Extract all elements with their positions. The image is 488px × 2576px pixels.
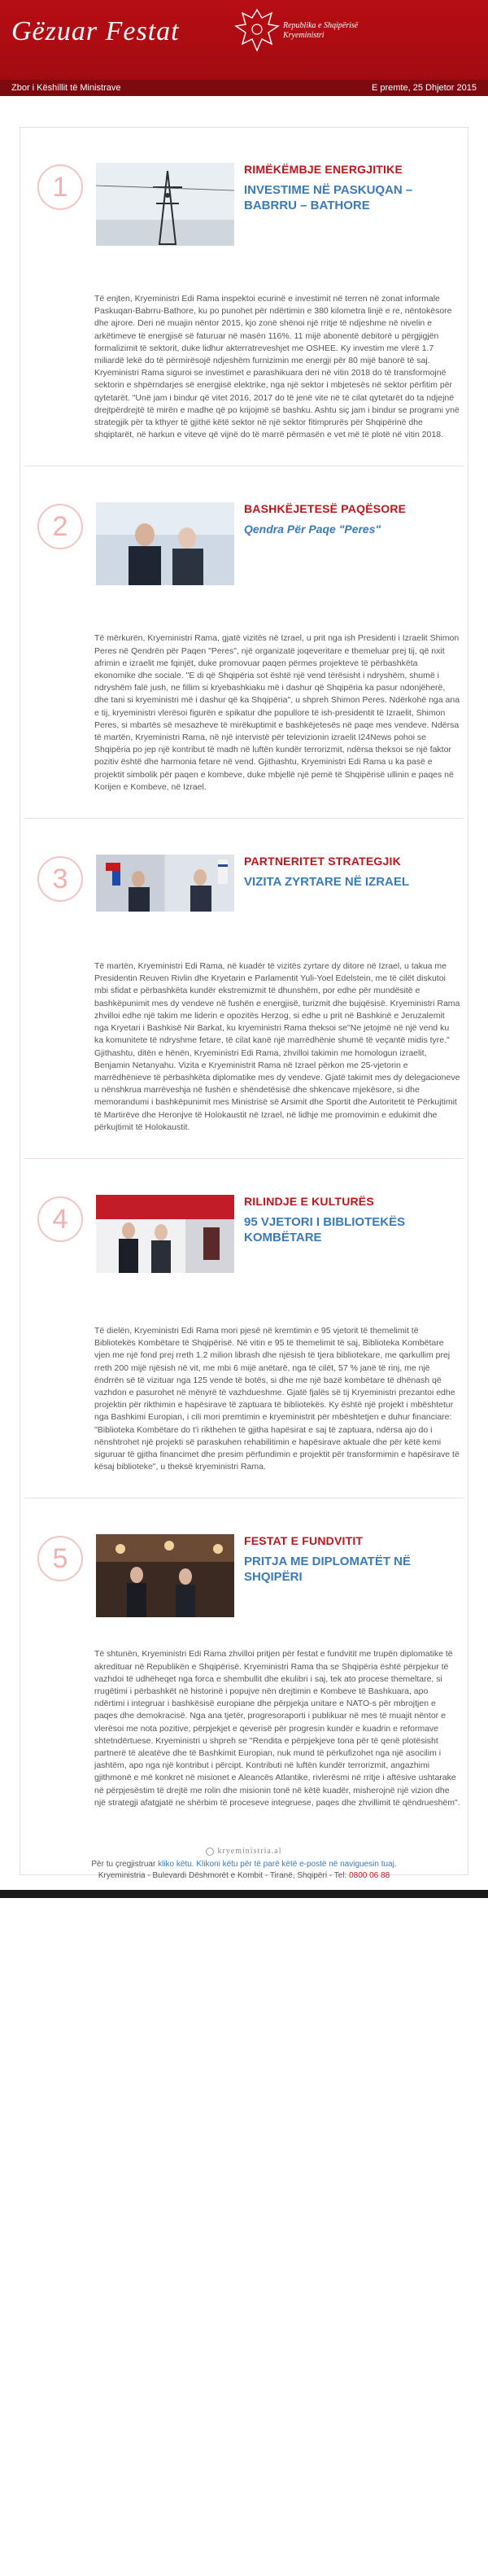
article-text xyxy=(94,285,460,441)
header-brand: Gëzuar Festat xyxy=(11,16,180,46)
article-body: Të martën, Kryeministri Edi Rama, në kuadër të vizitës zyrtare dy ditore në Izrael, u takua me Presidentin Reuven Rivlin dhe Kryetarin e Parlamentit Yuli-Yoel Edelstein, me të cilët diskutoi mbi sfidat e përbashkëta kundër ekstremizmit të dhunshëm, por edhe për mundësitë e bashkëpunimit mes dy vendeve në fushën e energjisë, turizmit dhe bujqësisë. Kryeministri Rama zhvilloi edhe një takim me liderin e opozitës Herzog, si edhe u prit në Bashkinë e Jeruzalemit nga Kryetari i Bashkisë Nir Barkat, ku kryeministri Rama theksoi se"Ne jetojmë në një vend ku ka komunitete të ndryshme fetare, të cilat kanë një marrëdhënie shumë të veçantë midis tyre." Gjithashtu, ditën e hënën, Kryeministri Edi Rama, zhvilloi takimin me homologun izraelit, Benjamin Netanyahu. Vizita e Kryeministrit Rama në Izrael përkon me 25-vjetorin e marrëdhënieve të përbashkëta diplomatike mes dy vendeve. Gjatë takimit mes dy delegacioneve u nënshkrua marrëveshja në fushën e shëndetësisë dhe shkencave mjekësore, si dhe memorandumi i bashkëpunimit mes Ministrisë së Arsimit dhe Sportit dhe Autoritetit të Përkujtimit të Martirëve dhe Heronjve të Holokaustit në Izrael, në lidhje me promovimin e edukimit dhe përkujtimit të Holokaustit. xyxy=(94,961,460,1132)
article-number: 4 xyxy=(37,1196,83,1242)
article-number: 5 xyxy=(37,1536,83,1581)
article-title-link[interactable]: Qendra Për Paqe "Peres" xyxy=(244,523,381,536)
view-in-browser-link[interactable]: Klikoni këtu për të parë këtë e-postë në naviguesin tuaj. xyxy=(196,1860,397,1869)
republic-label xyxy=(283,21,358,41)
article-2 xyxy=(0,466,488,819)
republic-line: Republika e Shqipërisë xyxy=(283,21,359,30)
article-photo-peres[interactable] xyxy=(96,502,234,585)
article-4 xyxy=(0,1159,488,1498)
article-photo-power-line[interactable] xyxy=(96,163,234,246)
footer-bar xyxy=(0,1890,488,1898)
article-body: Të dielën, Kryeministri Edi Rama mori pjesë në kremtimin e 95 vjetorit të themelimit të Bibliotekës Kombëtare të Shqipërisë. Në vitin e 95 të themelimit të saj, Biblioteka Kombëtare vjen me një fond prej rreth 1.2 milion librash dhe njësish të tjera bibliotekare, me qarkullim prej rreth 200 mijë njësish në vit, me mbi 6 mijë anëtarë, nga të cilët, 57 % janë të rinj, me një ëndrrën së të vizituar nga 125 vende të botës, si dhe me një bazë kombëtare të dhënash që vazhdon e pasurohet në mënyrë të vazhdueshme. Gjatë fjalës së tij Kryeministri prezantoi edhe projektin për rikthimin e hapësirave të zaptuara të bibliotekës. Ky është një projekt i mbështetur nga Bashkimi Europian, i cili mori premtimin e kryeministrit për mbështetjen e duhur financiare: "Biblioteka Kombëtare do t'i rikthehen të gjitha hapësirat e saj të zaptuara, ndërsa ajo do i nënshtrohet një projekti së paraskuhen rehabilitimin e hapësirave aktuale dhe për këtë kemi siguruar të gjitha financimet dhe presim përfundimin e projektit për transformimin e hapësirave të kësaj biblioteke", u theksë kryeministri Rama. xyxy=(94,1325,460,1472)
article-text xyxy=(94,624,460,794)
article-category: RIMËKËMBJE ENERGJITIKE xyxy=(244,163,403,176)
article-body: Të enjten, Kryeministri Edi Rama inspektoi ecurinë e investimit në terren në zonat informale Paskuqan-Babrru-Bathore, ku po punohet për ndërtimin e 380 kilometra linjë e re, nëntokësore dhe ajrore. Deri në muajin nëntor 2015, kjo zonë shënoi një rritje të ndjeshme në nivelin e arkëtimeve të energjisë së faturuar në masën 116%. 11 mijë abonentë debitorë u përgjigjën formalizimit të sektorit, duke lidhur akterratreveshjet me OSHEE. Ky investim me vlerë 1.7 miliardë lekë do të përmirësojë ndjeshëm furnizimin me energji për 80 mijë banorë të saj. Kryeministri Rama siguroi se investimet e parashikuara deri në vitin 2018 do të transformojnë sektorin e shpërndarjes së energjisë elektrike, nga një sektor i mbjetesës në sektor përfitim për qytetarët. "Unë jam i bindur që vitet 2016, 2017 do të jenë vite në të cilat qytetarët do ta ndjejnë drejtpërdrejtë të mirën e madhe që po krijojmë së bashku. Ashtu siç jam i bindur se programi ynë strategjik për ta kthyer të gjithë këtë sektor në një sektor fitimprurës për Shqipërinë dhe shqiptarët, në harkun e viteve që vijnë do të marrë përmasën e vet më të plotë në vitin 2018. xyxy=(94,294,460,440)
article-3 xyxy=(0,819,488,1159)
article-category: BASHKËJETESË PAQËSORE xyxy=(244,502,407,516)
article-number: 3 xyxy=(37,856,83,902)
email-header xyxy=(0,0,488,96)
reception-image xyxy=(96,1534,234,1617)
article-category: PARTNERITET STRATEGJIK xyxy=(244,855,401,868)
article-title-link[interactable]: VIZITA ZYRTARE NË IZRAEL xyxy=(244,875,410,890)
email-footer xyxy=(0,1832,488,1898)
article-text xyxy=(94,952,460,1134)
footer-unsubscribe-line xyxy=(0,1859,488,1870)
article-body: Të shtunën, Kryeministri Edi Rama zhvilloi pritjen për festat e fundvitit me trupën diplomatike të akredituar në Republikën e Shqipërisë. Kryeministri Rama tha se Shqipëria është përpjekur të vazhdoi të udhëheqet nga forca e shembullit dhe ekulibri i saj, tek ato procese themeltare, si rrugëtimi i përbashkët në historinë i popujve nën drejtimin e Kombeve të Bashkuara, apo ndërtimi i integruar i bashkësisë europiane dhe përpjekja unitare e NATO-s për mbrojtjen e paqes dhe demokracisë. Nga ana tjetër, progresoraporti i publikuar në mes të muajit nëntor e vlerësoi me nota pozitive, përpjekjet e qeverisë për progresin kundër e kuadrin e reformave shtetndërtuese. Kryeministri u shpreh se "Rendita e përpjekjeve tona për të qenë plotësisht partnerë të aleatëve dhe të Bashkimit Europian, nuk mund të përkufizohet nga një asocilim i jashtëm, apo nga një kontribut i përcipt. Kontributi në luftën kundër terrorizmit, angazhimi gjithmonë e më konkret në misionet e Aleancës Atlantike, rivlerësmi në rritje i aftësive ushtarake në përpjesëstim të drejtë me rolin dhe misionin tonë në këtë kuadër, misherojnë një vizion dhe një strategji afatgjatë ne shërbim të proceseve integruese, paqes dhe zhvillimit të qëndrueshëm". xyxy=(94,1649,460,1808)
article-category: FESTAT E FUNDVITIT xyxy=(244,1534,364,1548)
library-event-image xyxy=(96,1195,234,1273)
newsletter-body xyxy=(0,96,488,1898)
article-photo-diplomats[interactable] xyxy=(96,1534,234,1617)
header-subbar xyxy=(0,80,488,96)
article-number: 1 xyxy=(37,164,83,210)
issue-date: E premte, 25 Dhjetor 2015 xyxy=(371,83,477,93)
article-title-link[interactable]: PRITJA ME DIPLOMATËT NË SHQIPËRI xyxy=(244,1555,412,1585)
office-name: Zbor i Këshillit të Ministrave xyxy=(11,83,121,93)
power-tower-image xyxy=(96,163,234,246)
site-logo-icon xyxy=(206,1848,214,1856)
unsubscribe-link[interactable]: kliko këtu. xyxy=(158,1860,194,1869)
article-photo-israel[interactable] xyxy=(96,855,234,912)
footer-address: Kryeministria - Bulevardi Dëshmorët e Kombit - Tiranë, Shqipëri - Tel: xyxy=(98,1871,347,1880)
article-title-link[interactable]: INVESTIME NË PASKUQAN – BABRRU – BATHORE xyxy=(244,183,413,212)
article-body: Të mërkurën, Kryeministri Rama, gjatë vizitës në Izrael, u prit nga ish Presidenti i Izraelit Shimon Peres në Qendrën për Paqen "Peres", një organizatë joqeveritare e themeluar prej tij, që nxit afrimin e izraelit me fqinjët, duke promovuar paqen përmes projekteve të përbashkëta ekonomike dhe sociale. "E di që Shqipëria sot është një vend tërësisht i ndryshëm, shumë i ndryshëm falë jush, ne fillim si kryebashkiaku më i dashur që Shqipëria ka pasur ndonjëherë, dhe tani si kryeministri më i dashur që ka Shqipëria", u shpreh Shimon Peres. Ndërkohë nga ana e tij, kryeministri vlerësoi figurën e spikatur dhe popullore të ish-presidentit të Izraelit, Shimon Peres, si mbartës së mesazheve të mirëkuptimit e bashkëjetesës në paqe mes vendeve. Ndërsa të martën, Kryeministri Rama, në një intervistë për televizionin izraelit I24News pohoi se Shqipëria po jep një kontribut të madh në luftën kundër terrorizmit, ndërsa theksoi se një faktor pozitiv është dhe harmonia fetare në vend. Gjithashtu, Kryeministri Edi Rama u ka pasë e projektit simbolik për paqen e kombeve, duke mbjellë një pemë të Shqipërisë ullinin e paqes në Korijen e Kombeve, në Izrael. xyxy=(94,633,460,792)
article-category: RILINDJE E KULTURËS xyxy=(244,1194,374,1208)
footer-phone[interactable]: 0800 06 88 xyxy=(349,1871,390,1880)
unsubscribe-text: Për tu çregjistruar xyxy=(91,1860,156,1869)
office-line: Kryeministri xyxy=(283,31,325,40)
article-number: 2 xyxy=(37,504,83,549)
article-photo-library[interactable] xyxy=(96,1195,234,1273)
article-1 xyxy=(0,127,488,466)
footer-address-line xyxy=(0,1870,488,1882)
article-text xyxy=(94,1640,460,1809)
eagle-emblem-icon xyxy=(234,5,280,54)
official-visit-image xyxy=(96,855,234,912)
footer-site xyxy=(0,1847,488,1856)
meeting-image xyxy=(96,502,234,585)
article-title-link[interactable]: 95 VJETORI I BIBLIOTEKËS KOMBËTARE xyxy=(244,1214,406,1244)
article-text xyxy=(94,1317,460,1473)
site-name: kryeministria.al xyxy=(217,1847,282,1856)
article-5 xyxy=(0,1498,488,1809)
